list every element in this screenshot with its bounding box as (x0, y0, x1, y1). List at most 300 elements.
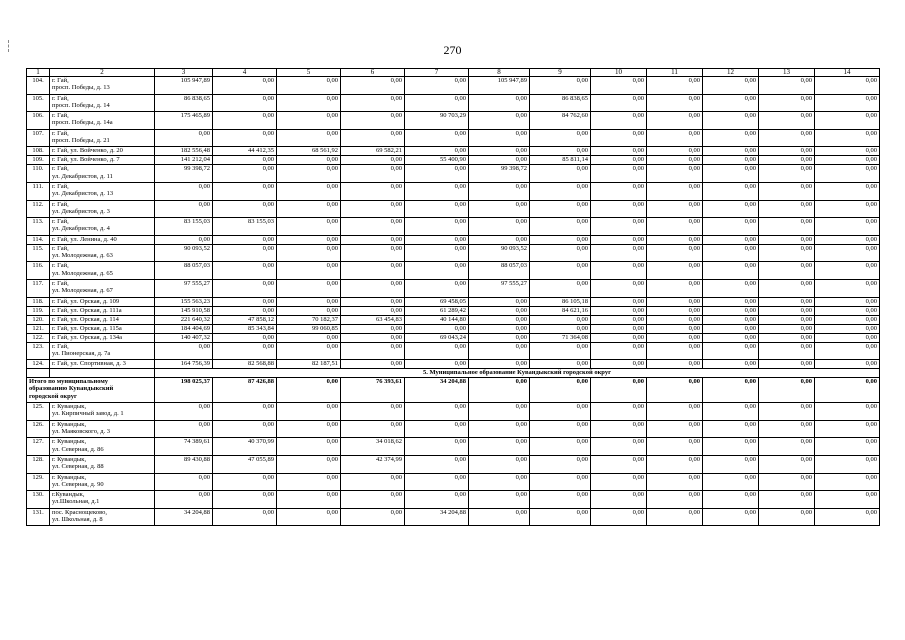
amount-cell: 0,00 (647, 279, 703, 297)
amount-cell: 83 155,03 (155, 218, 213, 236)
table-row (27, 438, 880, 456)
amount-cell: 0,00 (341, 333, 405, 342)
column-header: 2 (50, 69, 155, 77)
address-line-2: ул. Декабристов, д. 13 (52, 190, 114, 198)
amount-cell: 0,00 (759, 165, 815, 183)
amount-cell: 0,00 (530, 235, 591, 244)
row-number: 109. (27, 156, 50, 165)
amount-cell: 0,00 (703, 200, 759, 218)
amount-cell: 0,00 (277, 279, 341, 297)
amount-cell: 155 563,23 (155, 297, 213, 306)
amount-cell: 0,00 (469, 342, 530, 360)
row-number: 127. (27, 438, 50, 456)
amount-cell: 0,00 (405, 165, 469, 183)
address-line-2: ул. Декабристов, д. 3 (52, 207, 110, 215)
amount-cell: 0,00 (815, 94, 880, 112)
amount-cell: 0,00 (591, 279, 647, 297)
table-row (27, 360, 880, 369)
section-title: 5. Муниципальное образование Кувандыкский городской округ (155, 369, 880, 378)
address-line-1: г. Гай, (52, 279, 69, 287)
amount-cell: 0,00 (530, 182, 591, 200)
amount-cell: 0,00 (815, 182, 880, 200)
amount-cell: 0,00 (405, 235, 469, 244)
amount-cell: 0,00 (341, 403, 405, 421)
amount-cell: 0,00 (759, 182, 815, 200)
amount-cell: 0,00 (277, 455, 341, 473)
address-cell (50, 297, 155, 306)
amount-cell: 0,00 (647, 333, 703, 342)
amount-cell: 0,00 (405, 403, 469, 421)
amount-cell: 221 640,32 (155, 315, 213, 324)
amount-cell: 0,00 (591, 491, 647, 509)
amount-cell: 0,00 (405, 360, 469, 369)
table-row (27, 129, 880, 147)
amount-cell: 0,00 (815, 297, 880, 306)
address-line-2: ул. Школьная, д. 8 (52, 515, 103, 523)
amount-cell: 0,00 (647, 438, 703, 456)
row-number: 111. (27, 182, 50, 200)
address-line-1: г. Гай, ул. Войченко, д. 20 (52, 147, 123, 155)
amount-cell: 69 582,21 (341, 147, 405, 156)
amount-cell: 0,00 (759, 508, 815, 526)
address-cell (50, 94, 155, 112)
amount-cell: 0,00 (759, 297, 815, 306)
amount-cell: 0,00 (815, 403, 880, 421)
amount-cell: 69 458,05 (405, 297, 469, 306)
address-line-2: ул. Северная, д. 90 (52, 480, 104, 488)
amount-cell: 0,00 (815, 315, 880, 324)
amount-cell: 0,00 (277, 508, 341, 526)
amount-cell: 0,00 (530, 455, 591, 473)
column-header: 14 (815, 69, 880, 77)
amount-cell: 0,00 (591, 473, 647, 491)
amount-cell: 0,00 (277, 94, 341, 112)
amount-cell: 0,00 (530, 200, 591, 218)
total-amount: 34 204,88 (405, 378, 469, 403)
amount-cell: 0,00 (469, 455, 530, 473)
amount-cell: 0,00 (469, 94, 530, 112)
amount-cell: 0,00 (469, 403, 530, 421)
amount-cell: 0,00 (469, 112, 530, 130)
amount-cell: 84 762,60 (530, 112, 591, 130)
amount-cell: 0,00 (647, 182, 703, 200)
amount-cell: 0,00 (815, 333, 880, 342)
amount-cell: 0,00 (469, 438, 530, 456)
amount-cell: 69 043,24 (405, 333, 469, 342)
amount-cell: 99 060,85 (277, 324, 341, 333)
amount-cell: 74 389,61 (155, 438, 213, 456)
amount-cell: 90 093,52 (469, 244, 530, 262)
amount-cell: 0,00 (341, 508, 405, 526)
address-cell (50, 244, 155, 262)
amount-cell: 0,00 (703, 244, 759, 262)
table-row (27, 491, 880, 509)
amount-cell: 0,00 (703, 315, 759, 324)
amount-cell: 0,00 (647, 508, 703, 526)
amount-cell: 0,00 (277, 200, 341, 218)
amount-cell: 0,00 (591, 112, 647, 130)
amount-cell: 0,00 (647, 262, 703, 280)
amount-cell: 0,00 (759, 455, 815, 473)
amount-cell: 0,00 (277, 244, 341, 262)
table-row (27, 297, 880, 306)
amount-cell: 0,00 (647, 235, 703, 244)
table-row (27, 218, 880, 236)
row-number: 113. (27, 218, 50, 236)
table-row (27, 94, 880, 112)
amount-cell: 0,00 (759, 235, 815, 244)
amount-cell: 0,00 (703, 112, 759, 130)
total-amount: 0,00 (591, 378, 647, 403)
row-number: 114. (27, 235, 50, 244)
amount-cell: 0,00 (703, 262, 759, 280)
amount-cell: 0,00 (530, 420, 591, 438)
row-number: 125. (27, 403, 50, 421)
amount-cell: 0,00 (530, 324, 591, 333)
amount-cell: 0,00 (759, 147, 815, 156)
table-row (27, 165, 880, 183)
amount-cell: 0,00 (469, 297, 530, 306)
amount-cell: 0,00 (703, 508, 759, 526)
amount-cell: 0,00 (469, 508, 530, 526)
amount-cell: 0,00 (591, 262, 647, 280)
amount-cell: 0,00 (341, 491, 405, 509)
amount-cell: 0,00 (815, 200, 880, 218)
amount-cell: 0,00 (703, 156, 759, 165)
amount-cell: 0,00 (703, 324, 759, 333)
address-cell (50, 235, 155, 244)
amount-cell: 0,00 (405, 279, 469, 297)
address-line-1: г. Кувандык, (52, 473, 87, 481)
amount-cell: 0,00 (213, 94, 277, 112)
table-body (27, 69, 880, 526)
amount-cell: 0,00 (277, 491, 341, 509)
amount-cell: 0,00 (213, 473, 277, 491)
address-line-1: г. Гай, (52, 182, 69, 190)
address-line-1: г. Гай, (52, 112, 69, 120)
row-number: 118. (27, 297, 50, 306)
address-line-1: г. Кувандык, (52, 438, 87, 446)
amount-cell: 0,00 (759, 156, 815, 165)
amount-cell: 0,00 (759, 324, 815, 333)
amount-cell: 55 400,90 (405, 156, 469, 165)
amount-cell: 68 561,92 (277, 147, 341, 156)
amount-cell: 0,00 (591, 420, 647, 438)
amount-cell: 0,00 (591, 218, 647, 236)
amount-cell: 175 465,89 (155, 112, 213, 130)
amount-cell: 0,00 (405, 262, 469, 280)
table-row (27, 200, 880, 218)
amount-cell: 0,00 (277, 297, 341, 306)
amount-cell: 0,00 (277, 342, 341, 360)
amount-cell: 0,00 (277, 218, 341, 236)
amount-cell: 0,00 (647, 315, 703, 324)
row-number: 117. (27, 279, 50, 297)
amount-cell: 0,00 (277, 156, 341, 165)
amount-cell: 0,00 (591, 333, 647, 342)
amount-cell: 0,00 (647, 491, 703, 509)
amount-cell: 34 204,88 (155, 508, 213, 526)
amount-cell: 0,00 (277, 112, 341, 130)
amount-cell: 0,00 (759, 262, 815, 280)
row-number: 115. (27, 244, 50, 262)
amount-cell: 88 057,03 (155, 262, 213, 280)
amount-cell: 0,00 (405, 455, 469, 473)
address-cell (50, 182, 155, 200)
amount-cell: 0,00 (759, 420, 815, 438)
amount-cell: 34 018,62 (341, 438, 405, 456)
amount-cell: 0,00 (341, 342, 405, 360)
amount-cell: 0,00 (591, 508, 647, 526)
address-cell (50, 438, 155, 456)
amount-cell: 0,00 (530, 244, 591, 262)
amount-cell: 0,00 (591, 165, 647, 183)
amount-cell: 0,00 (341, 244, 405, 262)
amount-cell: 0,00 (469, 129, 530, 147)
amount-cell: 0,00 (530, 129, 591, 147)
amount-cell: 0,00 (591, 94, 647, 112)
total-amount: 76 393,61 (341, 378, 405, 403)
table-row (27, 306, 880, 315)
amount-cell: 0,00 (759, 77, 815, 95)
amount-cell: 0,00 (647, 403, 703, 421)
amount-cell: 0,00 (759, 342, 815, 360)
amount-cell: 0,00 (703, 235, 759, 244)
amount-cell: 0,00 (341, 182, 405, 200)
amount-cell: 0,00 (591, 156, 647, 165)
amount-cell: 71 364,08 (530, 333, 591, 342)
address-line-1: г. Гай, ул. Войченко, д. 7 (52, 156, 120, 164)
amount-cell: 0,00 (815, 473, 880, 491)
amount-cell: 0,00 (405, 244, 469, 262)
amount-cell: 0,00 (277, 262, 341, 280)
amount-cell: 40 370,99 (213, 438, 277, 456)
amount-cell: 0,00 (759, 306, 815, 315)
address-cell (50, 473, 155, 491)
amount-cell: 0,00 (591, 315, 647, 324)
amount-cell: 0,00 (815, 147, 880, 156)
amount-cell: 0,00 (647, 244, 703, 262)
amount-cell: 0,00 (277, 129, 341, 147)
amount-cell: 0,00 (530, 473, 591, 491)
amount-cell: 0,00 (469, 333, 530, 342)
amount-cell: 0,00 (703, 77, 759, 95)
amount-cell: 0,00 (469, 420, 530, 438)
address-line-1: г. Гай, (52, 218, 69, 226)
amount-cell: 0,00 (759, 244, 815, 262)
amount-cell: 0,00 (469, 324, 530, 333)
column-header: 11 (647, 69, 703, 77)
amount-cell: 97 555,27 (155, 279, 213, 297)
address-line-1: г. Гай, (52, 200, 69, 208)
amount-cell: 0,00 (213, 165, 277, 183)
address-cell (50, 77, 155, 95)
amount-cell: 0,00 (405, 473, 469, 491)
address-line-2: ул. Молодежная, д. 65 (52, 269, 113, 277)
column-header: 4 (213, 69, 277, 77)
amount-cell: 0,00 (341, 420, 405, 438)
amount-cell: 0,00 (341, 112, 405, 130)
column-header: 8 (469, 69, 530, 77)
amount-cell: 0,00 (405, 420, 469, 438)
amount-cell: 0,00 (405, 94, 469, 112)
amount-cell: 0,00 (591, 438, 647, 456)
total-label (27, 378, 155, 403)
amount-cell: 0,00 (815, 244, 880, 262)
column-header: 6 (341, 69, 405, 77)
address-line-2: ул. Северная, д. 86 (52, 445, 104, 453)
amount-cell: 0,00 (591, 77, 647, 95)
address-cell (50, 360, 155, 369)
amount-cell: 0,00 (815, 438, 880, 456)
amount-cell: 0,00 (155, 235, 213, 244)
address-line-2: ул. Пионерская, д. 7а (52, 349, 111, 357)
amount-cell: 0,00 (703, 333, 759, 342)
amount-cell: 0,00 (405, 200, 469, 218)
address-line-1: г. Кувандык, (52, 403, 87, 411)
amount-cell: 0,00 (703, 182, 759, 200)
amount-cell: 0,00 (213, 333, 277, 342)
address-line-1: г. Гай, ул. Орская, д. 115а (52, 324, 122, 332)
row-number: 126. (27, 420, 50, 438)
amount-cell: 0,00 (469, 473, 530, 491)
amount-cell: 0,00 (759, 473, 815, 491)
row-number: 128. (27, 455, 50, 473)
amount-cell: 0,00 (759, 360, 815, 369)
amount-cell: 0,00 (703, 360, 759, 369)
amount-cell: 0,00 (155, 420, 213, 438)
address-cell (50, 200, 155, 218)
total-amount: 0,00 (277, 378, 341, 403)
amount-cell: 0,00 (759, 279, 815, 297)
address-line-1: г. Гай, ул. Орская, д. 111а (52, 306, 122, 314)
amount-cell: 0,00 (591, 306, 647, 315)
amount-cell: 84 621,16 (530, 306, 591, 315)
amount-cell: 0,00 (815, 306, 880, 315)
amount-cell: 184 404,69 (155, 324, 213, 333)
row-number: 110. (27, 165, 50, 183)
amount-cell: 0,00 (341, 200, 405, 218)
amount-cell: 83 155,03 (213, 218, 277, 236)
amount-cell: 0,00 (759, 491, 815, 509)
amount-cell: 0,00 (405, 324, 469, 333)
address-line-1: г. Гай, ул. Орская, д. 134а (52, 333, 123, 341)
amount-cell: 0,00 (703, 218, 759, 236)
amount-cell: 0,00 (703, 297, 759, 306)
amount-cell: 0,00 (213, 235, 277, 244)
amount-cell: 0,00 (213, 306, 277, 315)
amount-cell: 0,00 (815, 156, 880, 165)
address-cell (50, 306, 155, 315)
amount-cell: 0,00 (469, 218, 530, 236)
amount-cell: 0,00 (277, 165, 341, 183)
address-line-2: просп. Победы, д. 21 (52, 136, 110, 144)
amount-cell: 0,00 (647, 297, 703, 306)
amount-cell: 0,00 (277, 333, 341, 342)
amount-cell: 0,00 (530, 77, 591, 95)
amount-cell: 0,00 (703, 403, 759, 421)
address-line-2: ул. Молодежная, д. 67 (52, 287, 113, 295)
total-amount: 0,00 (469, 378, 530, 403)
amount-cell: 0,00 (759, 438, 815, 456)
amount-cell: 0,00 (277, 235, 341, 244)
table-row (27, 235, 880, 244)
section-index-cell (27, 369, 50, 378)
amount-cell: 85 811,14 (530, 156, 591, 165)
total-amount: 0,00 (647, 378, 703, 403)
amount-cell: 0,00 (213, 297, 277, 306)
amount-cell: 0,00 (213, 508, 277, 526)
amount-cell: 0,00 (213, 112, 277, 130)
table-row (27, 324, 880, 333)
section-row (27, 369, 880, 378)
amount-cell: 0,00 (815, 235, 880, 244)
amount-cell: 0,00 (155, 129, 213, 147)
amount-cell: 47 858,12 (213, 315, 277, 324)
address-line-1: г. Гай, (52, 165, 69, 173)
amount-cell: 0,00 (815, 342, 880, 360)
amount-cell: 0,00 (647, 473, 703, 491)
amount-cell: 61 289,42 (405, 306, 469, 315)
amount-cell: 63 454,83 (341, 315, 405, 324)
amount-cell: 34 204,88 (405, 508, 469, 526)
amount-cell: 105 947,89 (469, 77, 530, 95)
address-line-2: ул. Декабристов, д. 11 (52, 172, 113, 180)
amount-cell: 0,00 (341, 156, 405, 165)
amount-cell: 0,00 (341, 94, 405, 112)
amount-cell: 86 838,65 (155, 94, 213, 112)
address-line-1: г. Гай, (52, 244, 69, 252)
amount-cell: 0,00 (405, 218, 469, 236)
amount-cell: 141 212,04 (155, 156, 213, 165)
table-row (27, 262, 880, 280)
amount-cell: 0,00 (647, 77, 703, 95)
amount-cell: 0,00 (530, 360, 591, 369)
amount-cell: 0,00 (647, 420, 703, 438)
column-header: 7 (405, 69, 469, 77)
total-amount: 87 426,88 (213, 378, 277, 403)
amount-cell: 0,00 (155, 491, 213, 509)
address-line-1: г. Гай, ул. Орская, д. 114 (52, 315, 119, 323)
address-line-1: г. Гай, (52, 94, 69, 102)
amount-cell: 0,00 (155, 342, 213, 360)
amount-cell: 0,00 (213, 279, 277, 297)
amount-cell: 0,00 (647, 218, 703, 236)
amount-cell: 86 105,18 (530, 297, 591, 306)
amount-cell: 90 703,29 (405, 112, 469, 130)
total-amount: 0,00 (703, 378, 759, 403)
amount-cell: 0,00 (815, 77, 880, 95)
row-number: 106. (27, 112, 50, 130)
amount-cell: 0,00 (155, 473, 213, 491)
amount-cell: 0,00 (213, 491, 277, 509)
total-amount: 0,00 (530, 378, 591, 403)
amount-cell: 0,00 (703, 94, 759, 112)
amount-cell: 0,00 (530, 438, 591, 456)
amount-cell: 89 430,88 (155, 455, 213, 473)
amount-cell: 70 182,37 (277, 315, 341, 324)
amount-cell: 0,00 (405, 342, 469, 360)
row-number: 121. (27, 324, 50, 333)
address-cell (50, 315, 155, 324)
address-cell (50, 455, 155, 473)
amount-cell: 0,00 (530, 491, 591, 509)
amount-cell: 0,00 (815, 112, 880, 130)
column-header: 3 (155, 69, 213, 77)
amount-cell: 0,00 (815, 262, 880, 280)
amount-cell: 0,00 (815, 324, 880, 333)
amount-cell: 86 838,65 (530, 94, 591, 112)
